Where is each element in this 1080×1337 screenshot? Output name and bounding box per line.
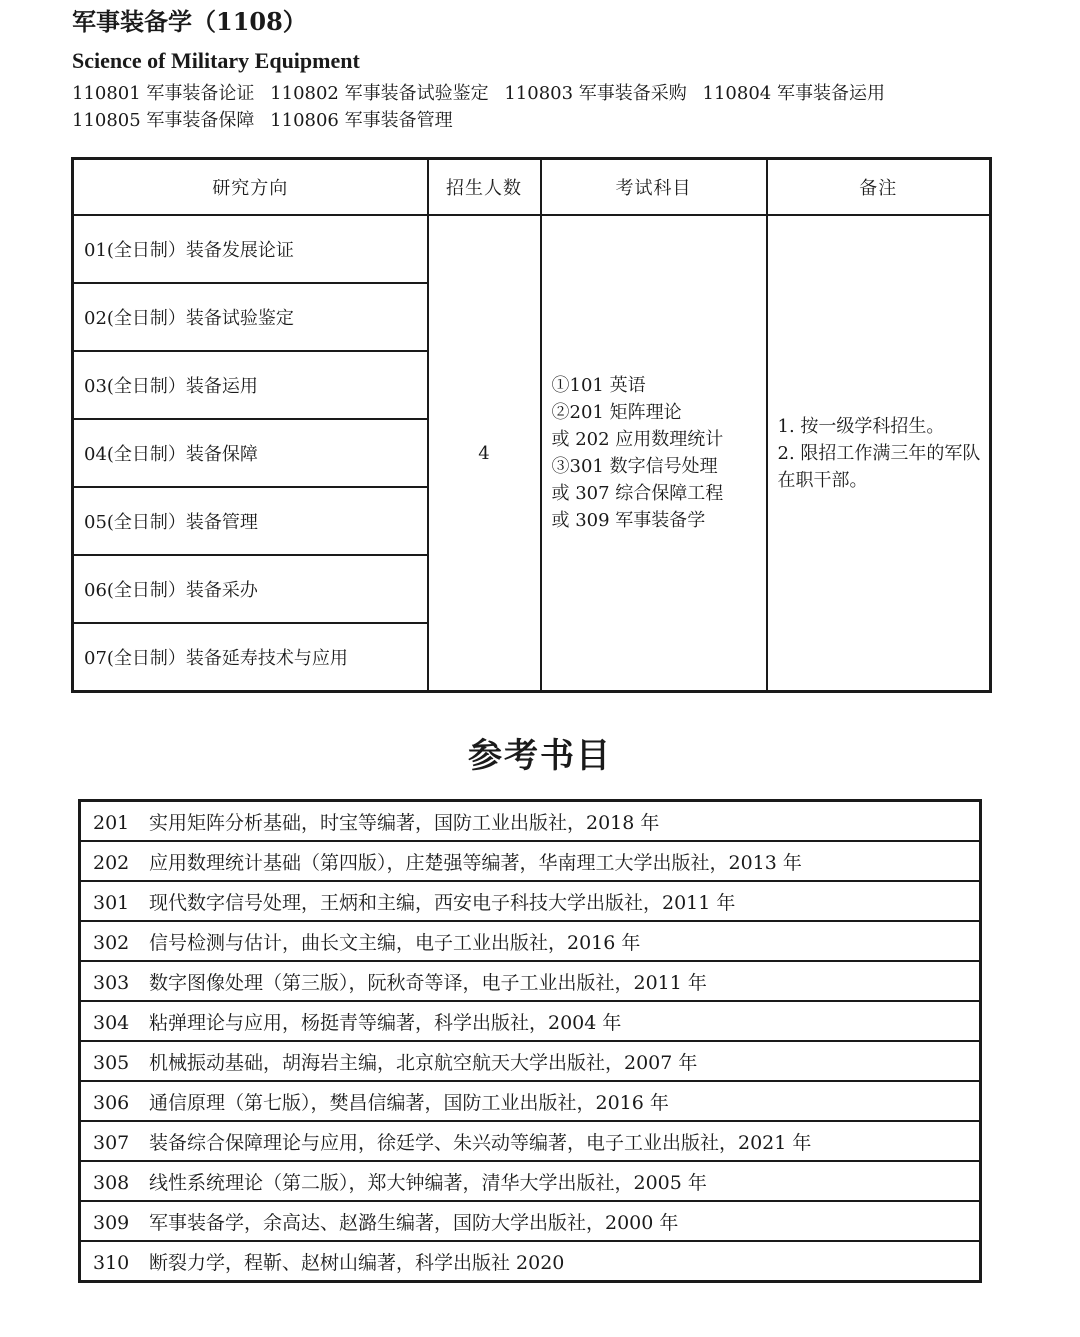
book-code: 303 <box>93 971 130 994</box>
book-code: 308 <box>93 1171 130 1194</box>
note-line: 1. 按一级学科招生。 <box>777 415 945 437</box>
research-direction-cell: 05(全日制）装备管理 <box>73 487 428 555</box>
research-direction-cell: 03(全日制）装备运用 <box>73 351 428 419</box>
table-header-row <box>73 159 991 216</box>
exam-subject-line: 或 309 军事装备学 <box>551 510 706 531</box>
book-entry <box>80 961 981 1001</box>
book-code: 310 <box>93 1251 130 1274</box>
book-entry <box>80 841 981 881</box>
sub-discipline-code: 110805 军事装备保障 <box>72 110 255 131</box>
book-code: 304 <box>93 1011 130 1034</box>
book-code: 201 <box>93 811 130 834</box>
list-item <box>80 1001 981 1041</box>
book-citation: 通信原理（第七版），樊昌信编著，国防工业出版社，2016 年 <box>149 1091 669 1114</box>
list-item <box>80 1241 981 1282</box>
exam-subject-line: ③301 数字信号处理 <box>551 456 718 477</box>
book-citation: 实用矩阵分析基础，时宝等编著，国防工业出版社，2018 年 <box>149 811 660 834</box>
admission-table <box>71 157 992 693</box>
list-item <box>80 801 981 842</box>
enrollment-count: 4 <box>428 215 541 692</box>
list-item <box>80 1081 981 1121</box>
book-entry <box>80 1041 981 1081</box>
sub-discipline-code: 110801 军事装备论证 <box>72 83 255 104</box>
sub-discipline-code: 110802 军事装备试验鉴定 <box>270 83 489 104</box>
book-entry <box>80 881 981 921</box>
book-entry <box>80 1161 981 1201</box>
header-research-direction: 研究方向 <box>73 159 428 216</box>
book-code: 306 <box>93 1091 130 1114</box>
exam-subject-line: 或 307 综合保障工程 <box>551 483 724 504</box>
book-citation: 数字图像处理（第三版），阮秋奇等译，电子工业出版社，2011 年 <box>149 971 707 994</box>
book-citation: 应用数理统计基础（第四版），庄楚强等编著，华南理工大学出版社，2013 年 <box>149 851 802 874</box>
book-code: 202 <box>93 851 130 874</box>
book-entry <box>80 921 981 961</box>
book-citation: 现代数字信号处理，王炳和主编，西安电子科技大学出版社，2011 年 <box>149 891 736 914</box>
note-line: 2. 限招工作满三年的军队在职干部。 <box>777 442 981 491</box>
book-entry <box>80 1001 981 1041</box>
sub-discipline-code: 110806 军事装备管理 <box>270 110 453 131</box>
research-direction-cell: 07(全日制）装备延寿技术与应用 <box>73 623 428 692</box>
list-item <box>80 1121 981 1161</box>
book-citation: 军事装备学，余高达、赵潞生编著，国防大学出版社，2000 年 <box>149 1211 679 1234</box>
exam-subject-line: 或 202 应用数理统计 <box>551 429 724 450</box>
list-item <box>80 921 981 961</box>
book-entry <box>80 801 981 842</box>
book-code: 301 <box>93 891 130 914</box>
notes-cell <box>767 215 991 692</box>
book-citation: 线性系统理论（第二版），郑大钟编著，清华大学出版社，2005 年 <box>149 1171 707 1194</box>
sub-discipline-code: 110803 军事装备采购 <box>504 83 687 104</box>
research-direction-cell: 04(全日制）装备保障 <box>73 419 428 487</box>
book-citation: 断裂力学，程靳、赵树山编著，科学出版社 2020 <box>149 1251 565 1274</box>
book-citation: 机械振动基础，胡海岩主编，北京航空航天大学出版社，2007 年 <box>149 1051 698 1074</box>
book-citation: 装备综合保障理论与应用，徐廷学、朱兴动等编著，电子工业出版社，2021 年 <box>149 1131 812 1154</box>
book-code: 302 <box>93 931 130 954</box>
table-row <box>73 215 991 283</box>
list-item <box>80 1201 981 1241</box>
research-direction-cell: 01(全日制）装备发展论证 <box>73 215 428 283</box>
exam-subjects-cell <box>541 215 767 692</box>
book-citation: 信号检测与估计，曲长文主编，电子工业出版社，2016 年 <box>149 931 641 954</box>
research-direction-cell: 02(全日制）装备试验鉴定 <box>73 283 428 351</box>
list-item <box>80 881 981 921</box>
research-direction-cell: 06(全日制）装备采办 <box>73 555 428 623</box>
header-exam-subjects: 考试科目 <box>541 159 767 216</box>
sub-discipline-codes <box>72 80 1002 134</box>
list-item <box>80 1041 981 1081</box>
exam-subject-line: ①101 英语 <box>551 375 646 396</box>
exam-subject-line: ②201 矩阵理论 <box>551 402 682 423</box>
english-title: Science of Military Equipment <box>72 48 360 73</box>
book-entry <box>80 1201 981 1241</box>
book-code: 307 <box>93 1131 130 1154</box>
header-enrollment: 招生人数 <box>428 159 541 216</box>
page-title: 军事装备学（1108） <box>72 7 307 36</box>
reference-books-title: 参考书目 <box>468 736 612 776</box>
page-header <box>72 6 1002 134</box>
sub-discipline-code: 110804 军事装备运用 <box>702 83 885 104</box>
book-entry <box>80 1081 981 1121</box>
book-entry <box>80 1241 981 1282</box>
reference-books-table <box>78 799 982 1283</box>
list-item <box>80 1161 981 1201</box>
header-notes: 备注 <box>767 159 991 216</box>
book-citation: 粘弹理论与应用，杨挺青等编著，科学出版社，2004 年 <box>149 1011 622 1034</box>
book-code: 305 <box>93 1051 130 1074</box>
book-entry <box>80 1121 981 1161</box>
book-code: 309 <box>93 1211 130 1234</box>
list-item <box>80 961 981 1001</box>
list-item <box>80 841 981 881</box>
